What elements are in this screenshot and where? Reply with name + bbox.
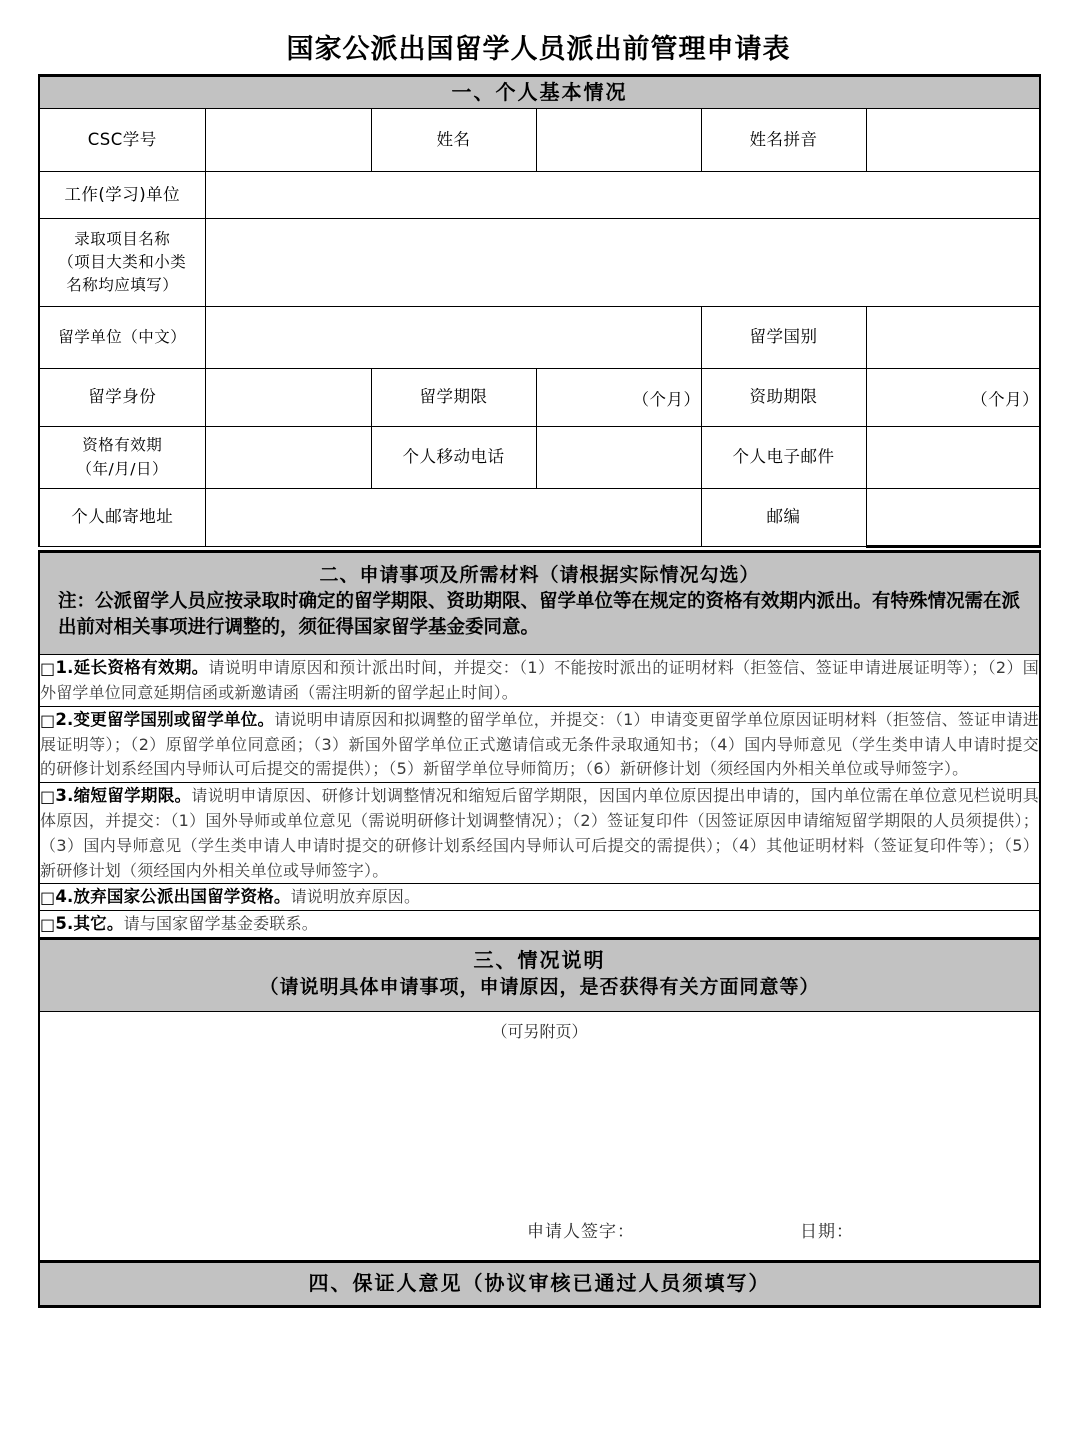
section2-heading-cell <box>39 552 1040 655</box>
label-study-institution-cn: 留学单位（中文） <box>39 307 205 369</box>
label-program-name-line2: （项目大类和小类 <box>58 252 187 271</box>
study-duration-unit: （个月） <box>632 389 701 409</box>
row-csc-name <box>39 109 1040 172</box>
checklist-item-4-body: 请说明放弃原因。 <box>290 887 421 907</box>
checklist-item-4[interactable] <box>39 884 1040 911</box>
row-identity-durations <box>39 369 1040 427</box>
field-funding-duration[interactable] <box>866 369 1040 427</box>
label-study-country: 留学国别 <box>701 307 866 369</box>
row-work-unit <box>39 172 1040 219</box>
label-work-unit: 工作(学习)单位 <box>39 172 205 219</box>
attachment-note: （可另附页） <box>491 1021 588 1041</box>
section2-note: 注：公派留学人员应按录取时确定的留学期限、资助期限、留学单位等在规定的资格有效期内派出。有特殊情况需在派出前对相关事项进行调整的，须征得国家留学基金委同意。 <box>58 590 1021 639</box>
field-mobile-phone[interactable] <box>536 427 701 489</box>
label-program-name-line3: 名称均应填写） <box>66 276 179 295</box>
section2-heading-row <box>39 552 1040 655</box>
checklist-item-5[interactable] <box>39 911 1040 939</box>
checklist-item-3-body: 请说明申请原因、研修计划调整情况和缩短后留学期限，因国内单位原因提出申请的，国内单位需在单位意见栏说明具体原因，并提交：（1）国外导师或单位意见（需说明研修计划调整情况）；（2）签证复印件（因签证原因申请缩短留学期限的人员须提供）；（3）国内导师意见（学生类申请人申请时提交的研修计划系经国内导师认可后提交的需提供）；（4）其他证明材料（签证复印件等）；（5）新研修计划（须经国内外相关单位或导师签字）。 <box>40 786 1039 880</box>
signature-row <box>40 1217 1039 1260</box>
label-postal-code: 邮编 <box>701 489 866 547</box>
checklist-row-2 <box>39 706 1040 782</box>
section1-heading: 一、个人基本情况 <box>39 76 1040 109</box>
field-postal-code[interactable] <box>866 489 1040 547</box>
field-name-pinyin[interactable] <box>866 109 1040 172</box>
checkbox-icon-2[interactable]: □ <box>40 710 56 730</box>
field-study-institution-cn[interactable] <box>205 307 701 369</box>
field-email[interactable] <box>866 427 1040 489</box>
label-validity-period-line2: （年/月/日） <box>76 459 168 478</box>
checklist-row-3 <box>39 783 1040 884</box>
row-institution-country <box>39 307 1040 369</box>
checklist-item-1[interactable] <box>39 655 1040 707</box>
checklist-row-5 <box>39 911 1040 939</box>
checklist-item-3-head: 3.缩短留学期限。 <box>55 786 192 806</box>
label-study-identity: 留学身份 <box>39 369 205 427</box>
section3-writing-area[interactable] <box>40 1042 1039 1217</box>
section4-heading: 四、保证人意见（协议审核已通过人员须填写） <box>39 1261 1040 1306</box>
checklist-item-2[interactable] <box>39 706 1040 782</box>
label-mobile-phone: 个人移动电话 <box>371 427 536 489</box>
checklist-row-4 <box>39 884 1040 911</box>
page-title: 国家公派出国留学人员派出前管理申请表 <box>286 34 791 65</box>
label-name-pinyin: 姓名拼音 <box>701 109 866 172</box>
section4-heading-row <box>39 1261 1040 1306</box>
checkbox-icon-4[interactable]: □ <box>40 888 56 908</box>
row-program-name <box>39 219 1040 307</box>
checklist-item-4-text <box>40 884 1039 910</box>
funding-duration-unit: （个月） <box>971 389 1040 409</box>
section3-heading-line1: 三、情况说明 <box>473 947 606 972</box>
label-program-name-line1: 录取项目名称 <box>74 229 171 248</box>
label-name: 姓名 <box>371 109 536 172</box>
section2-table <box>38 550 1041 1308</box>
section1-table <box>38 74 1041 548</box>
section3-heading-line2: （请说明具体申请事项，申请原因，是否获得有关方面同意等） <box>259 975 820 998</box>
field-study-duration[interactable] <box>536 369 701 427</box>
row-address-postal <box>39 489 1040 547</box>
checklist-item-5-body: 请与国家留学基金委联系。 <box>123 914 318 934</box>
field-mailing-address[interactable] <box>205 489 701 547</box>
signature-label: 申请人签字： <box>527 1221 635 1242</box>
label-mailing-address: 个人邮寄地址 <box>39 489 205 547</box>
checklist-item-3-text <box>40 783 1039 883</box>
section3-heading-cell <box>39 938 1040 1011</box>
label-csc-id: CSC学号 <box>39 109 205 172</box>
checkbox-icon-1[interactable]: □ <box>40 659 56 679</box>
section2-heading: 二、申请事项及所需材料（请根据实际情况勾选） <box>319 564 760 586</box>
checklist-item-4-head: 4.放弃国家公派出国留学资格。 <box>55 887 291 907</box>
field-validity-period[interactable] <box>205 427 371 489</box>
label-validity-period <box>39 427 205 489</box>
field-study-country[interactable] <box>866 307 1040 369</box>
label-email: 个人电子邮件 <box>701 427 866 489</box>
checklist-item-5-head: 5.其它。 <box>55 914 124 934</box>
checklist-item-2-head: 2.变更留学国别或留学单位。 <box>55 709 275 729</box>
label-program-name <box>39 219 205 307</box>
checkbox-icon-3[interactable]: □ <box>40 787 56 807</box>
field-csc-id[interactable] <box>205 109 371 172</box>
checklist-item-5-text <box>40 911 1039 937</box>
checklist-row-1 <box>39 655 1040 707</box>
row-validity-contact <box>39 427 1040 489</box>
section3-heading-row <box>39 938 1040 1011</box>
field-study-identity[interactable] <box>205 369 371 427</box>
field-program-name[interactable] <box>205 219 1040 307</box>
section1-heading-row <box>39 76 1040 109</box>
checklist-item-1-body: 请说明申请原因和预计派出时间，并提交：（1）不能按时派出的证明材料（拒签信、签证申请进展证明等）；（2）国外留学单位同意延期信函或新邀请函（需注明新的留学起止时间）。 <box>40 658 1040 703</box>
date-label: 日期： <box>800 1221 854 1242</box>
checklist-item-2-text <box>40 707 1039 782</box>
checkbox-icon-5[interactable]: □ <box>40 915 56 935</box>
label-funding-duration: 资助期限 <box>701 369 866 427</box>
label-validity-period-line1: 资格有效期 <box>82 436 163 455</box>
field-name[interactable] <box>536 109 701 172</box>
section3-body-cell[interactable] <box>39 1011 1040 1261</box>
field-work-unit[interactable] <box>205 172 1040 219</box>
section3-body-row <box>39 1011 1040 1261</box>
checklist-item-1-text <box>40 655 1039 706</box>
checklist-item-3[interactable] <box>39 783 1040 884</box>
label-study-duration: 留学期限 <box>371 369 536 427</box>
checklist-item-1-head: 1.延长资格有效期。 <box>55 658 209 678</box>
checklist-item-2-body: 请说明申请原因和拟调整的留学单位，并提交：（1）申请变更留学单位原因证明材料（拒签信、签证申请进展证明等）；（2）原留学单位同意函；（3）新国外留学单位正式邀请信或无条件录取通知书；（4）国内导师意见（学生类申请人申请时提交的研修计划系经国内导师认可后提交的需提供）；（5）新留学单位导师简历；（6）新研修计划（须经国内外相关单位或导师签字）。 <box>40 709 1039 779</box>
